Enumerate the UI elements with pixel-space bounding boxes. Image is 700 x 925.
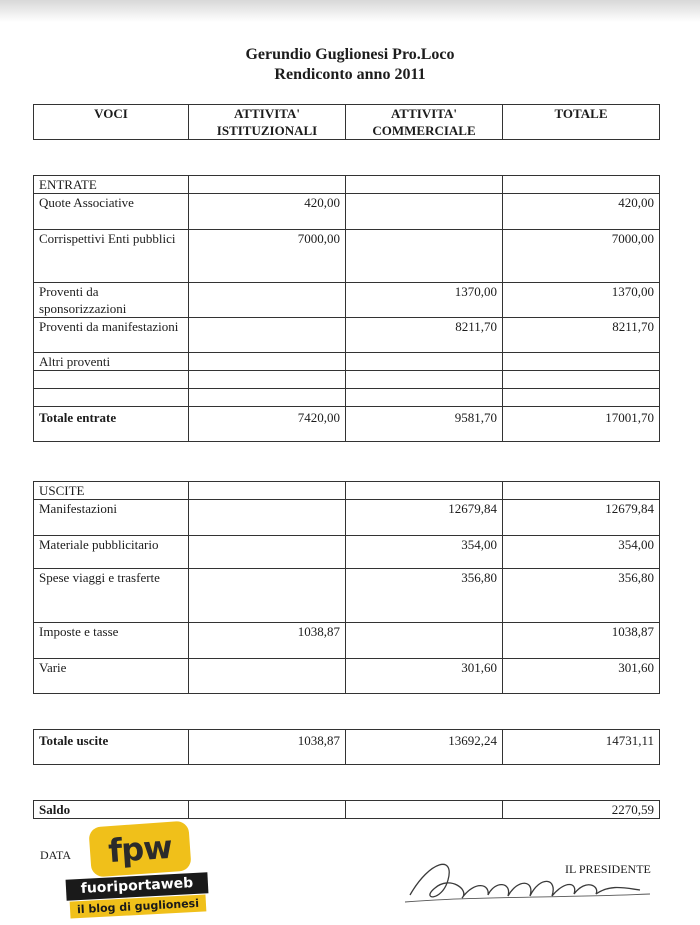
commerciale-value (346, 230, 503, 283)
table-row (34, 536, 660, 569)
row-label: Altri proventi (34, 353, 189, 371)
commerciale-value: 9581,70 (346, 407, 503, 442)
row-label: Varie (34, 659, 189, 694)
entrate-section-label: ENTRATE (34, 176, 189, 194)
istituzionali-value: 7420,00 (189, 407, 346, 442)
istituzionali-value: 7000,00 (189, 230, 346, 283)
row-label: Corrispettivi Enti pubblici (34, 230, 189, 283)
row-label: Spese viaggi e trasferte (34, 569, 189, 623)
istituzionali-value (189, 801, 346, 819)
empty-row (34, 371, 660, 389)
logo-tagline: il blog di guglionesi (70, 894, 207, 918)
col-commerciale-header: ATTIVITA' COMMERCIALE (346, 105, 503, 140)
row-label: Quote Associative (34, 194, 189, 230)
col-totale-header: TOTALE (503, 105, 660, 140)
totale-uscite-table (33, 729, 660, 765)
totale-value: 301,60 (503, 659, 660, 694)
commerciale-value (346, 353, 503, 371)
totale-entrate-row (34, 407, 660, 442)
saldo-label: Saldo (34, 801, 189, 819)
row-label: Proventi da sponsorizzazioni (34, 283, 189, 318)
commerciale-value (346, 801, 503, 819)
istituzionali-value: 1038,87 (189, 623, 346, 659)
data-label: DATA (40, 848, 72, 862)
istituzionali-value (189, 536, 346, 569)
table-row (34, 569, 660, 623)
fuoriportaweb-logo (66, 824, 208, 916)
president-label: IL PRESIDENTE (565, 862, 651, 876)
totale-value: 7000,00 (503, 230, 660, 283)
entrate-section-row (34, 176, 660, 194)
commerciale-value: 301,60 (346, 659, 503, 694)
header-row (34, 105, 660, 140)
scan-shadow (0, 0, 700, 22)
table-row (34, 500, 660, 536)
commerciale-value: 1370,00 (346, 283, 503, 318)
header-table (33, 104, 660, 140)
commerciale-value: 354,00 (346, 536, 503, 569)
totale-value: 420,00 (503, 194, 660, 230)
document-subtitle: Rendiconto anno 2011 (274, 66, 426, 83)
totale-uscite-label: Totale uscite (34, 730, 189, 765)
totale-value: 356,80 (503, 569, 660, 623)
commerciale-value (346, 623, 503, 659)
table-row (34, 353, 660, 371)
uscite-section-row (34, 482, 660, 500)
col-istituzionali-header: ATTIVITA' ISTITUZIONALI (189, 105, 346, 140)
commerciale-value: 13692,24 (346, 730, 503, 765)
totale-uscite-row (34, 730, 660, 765)
table-row (34, 283, 660, 318)
president-signature (400, 850, 660, 910)
totale-value: 354,00 (503, 536, 660, 569)
row-label: Imposte e tasse (34, 623, 189, 659)
row-label: Proventi da manifestazioni (34, 318, 189, 353)
istituzionali-value (189, 283, 346, 318)
commerciale-value: 8211,70 (346, 318, 503, 353)
istituzionali-value (189, 353, 346, 371)
istituzionali-value: 420,00 (189, 194, 346, 230)
totale-value: 14731,11 (503, 730, 660, 765)
istituzionali-value (189, 569, 346, 623)
col-voci-header: VOCI (34, 105, 189, 140)
table-row (34, 194, 660, 230)
totale-value: 12679,84 (503, 500, 660, 536)
uscite-table (33, 481, 660, 694)
table-row (34, 230, 660, 283)
istituzionali-value (189, 318, 346, 353)
totale-value: 1370,00 (503, 283, 660, 318)
commerciale-value: 12679,84 (346, 500, 503, 536)
commerciale-value (346, 194, 503, 230)
totale-value: 17001,70 (503, 407, 660, 442)
entrate-table (33, 175, 660, 442)
totale-entrate-label: Totale entrate (34, 407, 189, 442)
totale-value: 2270,59 (503, 801, 660, 819)
table-row (34, 659, 660, 694)
istituzionali-value (189, 500, 346, 536)
saldo-table (33, 800, 660, 819)
empty-row (34, 389, 660, 407)
istituzionali-value: 1038,87 (189, 730, 346, 765)
table-row (34, 318, 660, 353)
totale-value: 1038,87 (503, 623, 660, 659)
document-title: Gerundio Guglionesi Pro.Loco (245, 46, 455, 63)
logo-name: fuoriportaweb (66, 872, 209, 900)
uscite-section-label: USCITE (34, 482, 189, 500)
saldo-row (34, 801, 660, 819)
totale-value (503, 353, 660, 371)
totale-value: 8211,70 (503, 318, 660, 353)
table-row (34, 623, 660, 659)
logo-badge (88, 821, 191, 878)
istituzionali-value (189, 659, 346, 694)
commerciale-value: 356,80 (346, 569, 503, 623)
row-label: Manifestazioni (34, 500, 189, 536)
logo-mark: fpw (107, 827, 173, 871)
row-label: Materiale pubblicitario (34, 536, 189, 569)
